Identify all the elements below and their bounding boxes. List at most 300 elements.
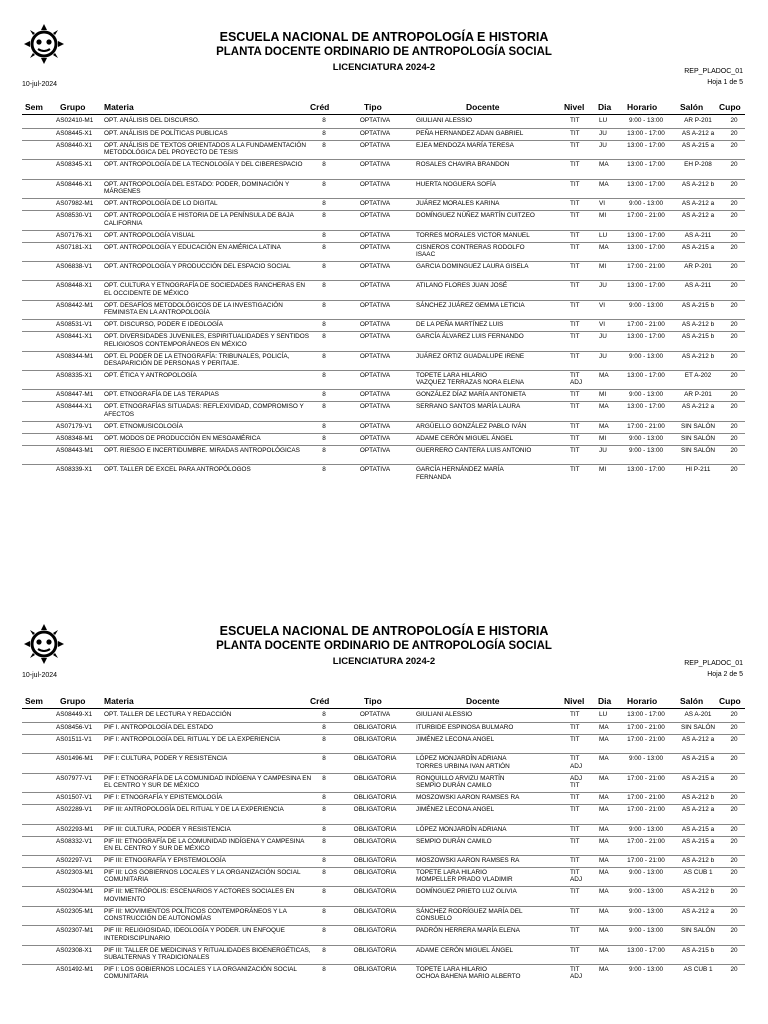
room-cell: AS A-212 a: [681, 130, 715, 137]
table-row: [22, 300, 745, 320]
type-cell: OPTATIVA: [359, 301, 391, 309]
group-cell: AS08531-V1: [56, 321, 93, 329]
credits-cell: 8: [322, 907, 326, 915]
room-cell: AS A-212 a: [681, 200, 715, 208]
level-cell: TIT: [570, 243, 580, 251]
table-row: [22, 773, 745, 793]
col-nivel: Nivel: [564, 102, 585, 112]
type-cell: OPTATIVA: [359, 391, 391, 399]
room-cell: AS A-215 b: [681, 333, 715, 341]
credits-cell: 8: [322, 736, 326, 743]
col-docente: Docente: [466, 102, 500, 112]
level-cell: TIT: [570, 301, 580, 309]
capacity-cell: 20: [730, 755, 738, 763]
schedule-cell: 9:00 - 13:00: [628, 352, 664, 360]
credits-cell: 8: [322, 243, 326, 251]
level-cell: TIT: [570, 907, 580, 915]
room-cell: AS A-215 b: [681, 946, 715, 954]
group-cell: AS01511-V1: [56, 736, 92, 743]
day-cell: MA: [599, 403, 609, 411]
type-cell: OPTATIVA: [359, 352, 391, 360]
teacher-cell: JUÁREZ ORTIZ GUADALUPE IRENE: [416, 352, 525, 360]
enah-logo-icon: [22, 22, 66, 66]
type-cell: OBLIGATORIA: [353, 755, 397, 763]
subject-cell: PIF I. ANTROPOLOGÍA DEL ESTADO: [104, 724, 214, 731]
col-nivel: Nivel: [564, 696, 585, 706]
schedule-cell: 9:00 - 13:00: [628, 966, 664, 973]
day-cell: MA: [599, 907, 609, 915]
credits-cell: 8: [322, 372, 326, 379]
school-title: ESCUELA NACIONAL DE ANTROPOLOGÍA E HISTORIA: [219, 30, 549, 44]
day-cell: VI: [599, 301, 606, 309]
report-date: 10-jul-2024: [22, 81, 58, 88]
credits-cell: 8: [322, 446, 326, 454]
credits-cell: 8: [322, 391, 326, 399]
day-cell: MI: [599, 466, 607, 474]
page-number: Hoja 1 de 5: [707, 79, 743, 86]
report-date: 10-jul-2024: [22, 672, 58, 679]
subject-cell: PIF I: CULTURA, PODER Y RESISTENCIA: [104, 755, 228, 763]
teacher-cell: ITURBIDE ESPINOSA BULMARO: [416, 724, 514, 731]
schedule-cell: 17:00 - 21:00: [627, 422, 665, 430]
room-cell: AS A-212 b: [681, 794, 715, 802]
day-cell: MA: [599, 180, 609, 188]
capacity-cell: 20: [730, 724, 738, 731]
group-cell: AS02304-M1: [56, 888, 94, 896]
subject-cell: PIF III: CULTURA, PODER Y RESISTENCIA: [104, 825, 231, 833]
credits-cell: 8: [322, 403, 326, 411]
schedule-cell: 17:00 - 21:00: [627, 774, 665, 782]
credits-cell: 8: [322, 837, 326, 845]
subject-cell: OPT. ANÁLISIS DE POLÍTICAS PUBLICAS: [104, 130, 228, 137]
teacher-cell: DOMÍNGUEZ NÚÑEZ MARTÍN CUITZEO: [416, 212, 535, 220]
subject-cell: OPT. ANTROPOLOGÍA Y PRODUCCIÓN DEL ESPACIO SOCIAL: [104, 263, 291, 270]
room-cell: AS A-212 b: [681, 321, 715, 329]
day-cell: VI: [599, 200, 606, 208]
schedule-cell: 13:00 - 17:00: [627, 466, 665, 474]
teacher-cell: ARGÜELLO GONZÁLEZ PABLO IVÁN: [416, 422, 527, 430]
schedule-cell: 9:00 - 13:00: [628, 869, 664, 876]
level-cell: TIT: [570, 857, 580, 864]
report-code: REP_PLADOC_01: [684, 660, 743, 667]
level-cell: TIT: [570, 161, 580, 169]
credits-cell: 8: [322, 282, 326, 290]
capacity-cell: 20: [730, 372, 738, 379]
room-cell: AS A-212 b: [681, 857, 715, 864]
teacher-cell: GARCÍA ÁLVAREZ LUIS FERNANDO: [416, 333, 524, 341]
room-cell: AS A-212 b: [681, 352, 715, 360]
room-cell: AS A-212 a: [681, 212, 715, 220]
subject-cell: OPT. ANTROPOLOGÍA Y EDUCACIÓN EN AMÉRICA LATINA: [104, 243, 281, 251]
level-cell: TIT: [570, 117, 580, 124]
room-cell: ET A-202: [684, 372, 712, 379]
capacity-cell: 20: [730, 161, 738, 169]
credits-cell: 8: [322, 888, 326, 896]
subject-cell: OPT. ANTROPOLOGÍA DE LO DIGITAL: [104, 200, 218, 208]
col-cupo: Cupo: [719, 102, 741, 112]
table-row: [22, 370, 745, 390]
level-cell: TIT: [570, 282, 580, 290]
credits-cell: 8: [322, 180, 326, 188]
schedule-cell: 13:00 - 17:00: [627, 130, 665, 137]
group-cell: AS08339-X1: [56, 466, 93, 474]
day-cell: MA: [599, 243, 609, 251]
teacher-cell: SÁNCHEZ RODRÍGUEZ MARÍA DEL CONSUELO: [416, 907, 523, 923]
teacher-cell: ATILANO FLORES JUAN JOSÉ: [416, 282, 508, 290]
type-cell: OPTATIVA: [359, 263, 391, 270]
group-cell: AS07977-V1: [56, 774, 93, 782]
credits-cell: 8: [322, 724, 326, 731]
capacity-cell: 20: [730, 711, 738, 718]
table-row: [22, 280, 745, 300]
teacher-cell: HUERTA NOGUERA SOFÍA: [416, 180, 497, 188]
level-cell: TIT: [570, 837, 580, 845]
group-cell: AS08335-X1: [56, 372, 93, 379]
level-cell: TIT: [570, 434, 580, 442]
capacity-cell: 20: [730, 142, 738, 149]
capacity-cell: 20: [730, 301, 738, 309]
group-cell: AS08456-V1: [56, 724, 93, 731]
room-cell: SIN SALÓN: [680, 422, 716, 430]
group-cell: AS02297-V1: [56, 857, 93, 864]
day-cell: JU: [599, 333, 607, 341]
table-header: [22, 696, 745, 709]
day-cell: MA: [599, 806, 609, 814]
credits-cell: 8: [322, 352, 326, 360]
table-row: [22, 116, 745, 128]
credits-cell: 8: [322, 825, 326, 833]
room-cell: SIN SALÓN: [680, 446, 716, 454]
subject-cell: OPT. ETNOGRAFÍA DE LAS TERAPIAS: [104, 391, 219, 399]
col-tipo: Tipo: [364, 102, 382, 112]
room-cell: EH P-208: [684, 161, 712, 169]
type-cell: OPTATIVA: [359, 142, 391, 149]
capacity-cell: 20: [730, 333, 738, 341]
teacher-cell: LÓPEZ MONJARDÍN ADRIANA: [416, 825, 507, 833]
teacher-cell: EJEA MENDOZA MARÍA TERESA: [416, 142, 514, 149]
group-cell: AS02307-M1: [56, 927, 94, 935]
level-cell: TIT ADJ: [570, 869, 583, 884]
subject-cell: PIF III: METRÓPOLIS: ESCENARIOS Y ACTORES SOCIALES EN MOVIMIENTO: [104, 888, 295, 903]
table-row: [22, 945, 745, 965]
teacher-cell: RONQUILLO ARVIZU MARTÍN SEMPIO DURÁN CAMILO: [416, 774, 505, 790]
group-cell: AS08442-M1: [56, 301, 94, 309]
teacher-cell: DOMÍNGUEZ PRIETO LUZ OLIVIA: [416, 888, 517, 896]
schedule-cell: 13:00 - 17:00: [627, 711, 665, 718]
day-cell: MI: [599, 391, 607, 399]
room-cell: AS CUB 1: [683, 966, 713, 973]
table-row: [22, 242, 745, 262]
level-cell: TIT: [570, 724, 580, 731]
credits-cell: 8: [322, 263, 326, 270]
day-cell: MA: [599, 774, 609, 782]
group-cell: AS08445-X1: [56, 130, 93, 137]
type-cell: OBLIGATORIA: [353, 736, 397, 743]
room-cell: AS A-211: [684, 282, 712, 290]
schedule-cell: 13:00 - 17:00: [627, 333, 665, 341]
teacher-cell: PEÑA HERNANDEZ ADAN GABRIEL: [416, 130, 524, 137]
subject-cell: OPT. ÉTICA Y ANTROPOLOGÍA: [104, 372, 197, 379]
group-cell: AS02410-M1: [56, 117, 94, 124]
level-cell: TIT: [570, 142, 580, 149]
room-cell: AS A-212 b: [681, 180, 715, 188]
type-cell: OPTATIVA: [359, 243, 391, 251]
room-cell: AS A-212 a: [681, 907, 715, 915]
capacity-cell: 20: [730, 321, 738, 329]
schedule-cell: 9:00 - 13:00: [628, 907, 664, 915]
col-salon: Salón: [680, 102, 704, 112]
type-cell: OPTATIVA: [359, 212, 391, 220]
report-subtitle: PLANTA DOCENTE ORDINARIO DE ANTROPOLOGÍA SOCIAL: [216, 640, 552, 652]
col-cupo: Cupo: [719, 696, 741, 706]
room-cell: HI P-211: [685, 466, 711, 474]
group-cell: AS08448-X1: [56, 282, 93, 290]
room-cell: AS A-212 a: [681, 403, 715, 411]
subject-cell: PIF I: ETNOGRAFÍA Y EPISTEMOLOGÍA: [104, 794, 223, 802]
room-cell: AS A-215 b: [681, 301, 715, 309]
table-row: [22, 734, 745, 754]
type-cell: OPTATIVA: [359, 446, 391, 454]
type-cell: OPTATIVA: [359, 333, 391, 341]
schedule-cell: 17:00 - 21:00: [627, 857, 665, 864]
type-cell: OPTATIVA: [359, 403, 391, 411]
subject-cell: PIF I: LOS GOBIERNOS LOCALES Y LA ORGANIZACIÓN SOCIAL COMUNITARIA: [104, 966, 297, 981]
capacity-cell: 20: [730, 200, 738, 208]
room-cell: AS A-215 a: [681, 142, 715, 149]
room-cell: AS A-211: [684, 231, 712, 239]
table-row: [22, 925, 745, 945]
table-row: [22, 906, 745, 926]
type-cell: OBLIGATORIA: [353, 927, 397, 935]
schedule-cell: 13:00 - 17:00: [627, 180, 665, 188]
level-cell: TIT: [570, 200, 580, 208]
level-cell: TIT: [570, 231, 580, 239]
credits-cell: 8: [322, 806, 326, 814]
credits-cell: 8: [322, 231, 326, 239]
group-cell: AS07176-X1: [56, 231, 93, 239]
col-grupo: Grupo: [60, 696, 86, 706]
subject-cell: OPT. ETNOMUSICOLOGÍA: [104, 422, 183, 430]
schedule-cell: 13:00 - 17:00: [627, 161, 665, 169]
room-cell: AR P-201: [684, 263, 712, 270]
group-cell: AS02289-V1: [56, 806, 93, 814]
teacher-cell: JIMÉNEZ LECONA ANGEL: [416, 736, 495, 743]
schedule-cell: 13:00 - 17:00: [627, 142, 665, 149]
table-row: [22, 710, 745, 722]
level-cell: TIT: [570, 391, 580, 399]
credits-cell: 8: [322, 212, 326, 220]
level-cell: TIT: [570, 927, 580, 935]
schedule-cell: 9:00 - 13:00: [628, 888, 664, 896]
type-cell: OPTATIVA: [359, 422, 391, 430]
level-cell: TIT ADJ: [570, 755, 583, 770]
subject-cell: PIF III: LOS GOBIERNOS LOCALES Y LA ORGANIZACIÓN SOCIAL COMUNITARIA: [104, 869, 301, 884]
teacher-cell: SÁNCHEZ JUÁREZ GEMMA LETICIA: [416, 301, 525, 309]
level-cell: TIT: [570, 466, 580, 474]
capacity-cell: 20: [730, 282, 738, 290]
level-cell: TIT: [570, 352, 580, 360]
type-cell: OBLIGATORIA: [353, 869, 397, 876]
level-cell: TIT: [570, 711, 580, 718]
schedule-cell: 9:00 - 13:00: [628, 200, 664, 208]
capacity-cell: 20: [730, 117, 738, 124]
day-cell: MA: [599, 422, 609, 430]
subject-cell: PIF III: ETNOGRAFÍA DE LA COMUNIDAD INDÍGENA Y CAMPESINA EN EL CENTRO Y SUR DE MÉXICO: [104, 837, 305, 852]
capacity-cell: 20: [730, 434, 738, 442]
day-cell: JU: [599, 142, 607, 149]
type-cell: OBLIGATORIA: [353, 907, 397, 915]
teacher-cell: TOPETE LARA HILARIO VAZQUEZ TERRAZAS NORA ELENA: [416, 372, 525, 387]
room-cell: AS A-215 a: [681, 774, 715, 782]
table-row: [22, 210, 745, 230]
credits-cell: 8: [322, 946, 326, 954]
day-cell: LU: [599, 711, 608, 718]
capacity-cell: 20: [730, 243, 738, 251]
program-title: LICENCIATURA 2024-2: [332, 62, 436, 73]
teacher-cell: ADAME CERÓN MIGUEL ÁNGEL: [416, 946, 514, 954]
teacher-cell: DE LA PEÑA MARTÍNEZ LUIS: [416, 321, 504, 329]
subject-cell: PIF III: ETNOGRAFÍA Y EPISTEMOLOGÍA: [104, 857, 226, 864]
col-dia: Dia: [598, 102, 612, 112]
capacity-cell: 20: [730, 422, 738, 430]
type-cell: OBLIGATORIA: [353, 806, 397, 814]
room-cell: AS A-212 b: [681, 888, 715, 896]
capacity-cell: 20: [730, 180, 738, 188]
type-cell: OBLIGATORIA: [353, 825, 397, 833]
day-cell: LU: [599, 231, 608, 239]
credits-cell: 8: [322, 321, 326, 329]
room-cell: AR P-201: [684, 117, 712, 124]
page-number: Hoja 2 de 5: [707, 671, 743, 678]
col-dia: Dia: [598, 696, 612, 706]
schedule-cell: 17:00 - 21:00: [627, 263, 665, 270]
day-cell: MA: [599, 888, 609, 896]
type-cell: OBLIGATORIA: [353, 946, 397, 954]
group-cell: AS01496-M1: [56, 755, 94, 763]
table-row: [22, 753, 745, 773]
teacher-cell: ROSALES CHAVIRA BRANDON: [416, 161, 510, 169]
level-cell: TIT: [570, 212, 580, 220]
level-cell: TIT ADJ: [570, 966, 583, 981]
col-horario: Horario: [627, 102, 658, 112]
capacity-cell: 20: [730, 825, 738, 833]
room-cell: AR P-201: [684, 391, 712, 399]
type-cell: OPTATIVA: [359, 282, 391, 290]
capacity-cell: 20: [730, 231, 738, 239]
level-cell: TIT: [570, 263, 580, 270]
col-cred: Créd: [310, 696, 330, 706]
level-cell: TIT: [570, 422, 580, 430]
type-cell: OPTATIVA: [359, 180, 391, 188]
day-cell: MA: [599, 837, 609, 845]
group-cell: AS08332-V1: [56, 837, 93, 845]
credits-cell: 8: [322, 301, 326, 309]
credits-cell: 8: [322, 869, 326, 876]
room-cell: AS A-215 a: [681, 755, 715, 763]
schedule-cell: 17:00 - 21:00: [627, 806, 665, 814]
day-cell: MA: [599, 755, 609, 763]
group-cell: AS02293-M1: [56, 825, 94, 833]
group-cell: AS02303-M1: [56, 869, 94, 876]
type-cell: OPTATIVA: [359, 130, 391, 137]
day-cell: MI: [599, 212, 607, 220]
type-cell: OBLIGATORIA: [353, 966, 397, 973]
report-code: REP_PLADOC_01: [684, 68, 743, 75]
schedule-cell: 9:00 - 13:00: [628, 301, 664, 309]
room-cell: AS A-212 a: [681, 736, 715, 743]
room-cell: AS A-215 a: [681, 243, 715, 251]
schedule-cell: 17:00 - 21:00: [627, 724, 665, 731]
day-cell: JU: [599, 130, 607, 137]
capacity-cell: 20: [730, 888, 738, 896]
subject-cell: PIF I: ETNOGRAFÍA DE LA COMUNIDAD INDÍGENA Y CAMPESINA EN EL CENTRO Y SUR DE MÉXICO: [104, 774, 312, 790]
credits-cell: 8: [322, 774, 326, 782]
teacher-cell: TOPETE LARA HILARIO OCHOA BAHENA MARIO ALBERTO: [416, 966, 521, 981]
schedule-cell: 13:00 - 17:00: [627, 403, 665, 411]
level-cell: TIT: [570, 736, 580, 743]
col-materia: Materia: [104, 102, 134, 112]
credits-cell: 8: [322, 857, 326, 864]
type-cell: OBLIGATORIA: [353, 794, 397, 802]
schedule-cell: 17:00 - 21:00: [627, 837, 665, 845]
credits-cell: 8: [322, 117, 326, 124]
schedule-cell: 9:00 - 13:00: [628, 434, 664, 442]
day-cell: JU: [599, 282, 607, 290]
group-cell: AS02305-M1: [56, 907, 94, 915]
subject-cell: PIF III: MOVIMIENTOS POLÍTICOS CONTEMPORÁNEOS Y LA CONSTRUCCIÓN DE AUTONOMÍAS: [104, 907, 287, 923]
day-cell: JU: [599, 352, 607, 360]
subject-cell: OPT. ANTROPOLOGÍA DE LA TECNOLOGÍA Y DEL CIBERESPACIO: [104, 161, 303, 169]
capacity-cell: 20: [730, 212, 738, 220]
subject-cell: OPT. ANTROPOLOGÍA E HISTORIA DE LA PENÍNSULA DE BAJA CALIFORNIA: [104, 212, 294, 227]
group-cell: AS08443-M1: [56, 446, 94, 454]
group-cell: AS01507-V1: [56, 794, 93, 802]
table-row: [22, 179, 745, 199]
subject-cell: OPT. ANÁLISIS DE TEXTOS ORIENTADOS A LA FUNDAMENTACIÓN METODOLÓGICA DEL PROYECTO DE TESIS: [104, 142, 306, 157]
room-cell: AS A-215 a: [681, 837, 715, 845]
group-cell: AS08441-X1: [56, 333, 93, 341]
table-row: [22, 140, 745, 160]
group-cell: AS01492-M1: [56, 966, 94, 973]
subject-cell: OPT. DISCURSO, PODER E IDEOLOGÍA: [104, 321, 223, 329]
teacher-cell: LÓPEZ MONJARDÍN ADRIANA TORRES URBINA IVAN ARTIÓN: [416, 755, 510, 770]
table-row: [22, 331, 745, 351]
schedule-cell: 13:00 - 17:00: [627, 282, 665, 290]
capacity-cell: 20: [730, 869, 738, 876]
room-cell: SIN SALÓN: [680, 927, 716, 935]
subject-cell: PIF I: ANTROPOLOGÍA DEL RITUAL Y DE LA EXPERIENCIA: [104, 736, 281, 743]
schedule-cell: 17:00 - 21:00: [627, 212, 665, 220]
capacity-cell: 20: [730, 907, 738, 915]
subject-cell: OPT. ETNOGRAFÍAS SITUADAS: REFLEXIVIDAD, COMPROMISO Y AFECTOS: [104, 403, 304, 418]
level-cell: ADJ TIT: [570, 774, 583, 790]
table-row: [22, 464, 745, 484]
teacher-cell: GIULIANI ALESSIO: [416, 711, 473, 718]
day-cell: MA: [599, 736, 609, 743]
teacher-cell: GUERRERO CANTERA LUIS ANTONIO: [416, 446, 532, 454]
teacher-cell: JUÁREZ MORALES KARINA: [416, 200, 500, 208]
room-cell: SIN SALÓN: [680, 724, 716, 731]
credits-cell: 8: [322, 434, 326, 442]
day-cell: MA: [599, 869, 609, 876]
table-row: [22, 867, 745, 887]
level-cell: TIT: [570, 806, 580, 814]
col-docente: Docente: [466, 696, 500, 706]
level-cell: TIT ADJ: [570, 372, 583, 387]
group-cell: AS08530-V1: [56, 212, 93, 220]
type-cell: OBLIGATORIA: [353, 837, 397, 845]
schedule-cell: 9:00 - 13:00: [628, 117, 664, 124]
